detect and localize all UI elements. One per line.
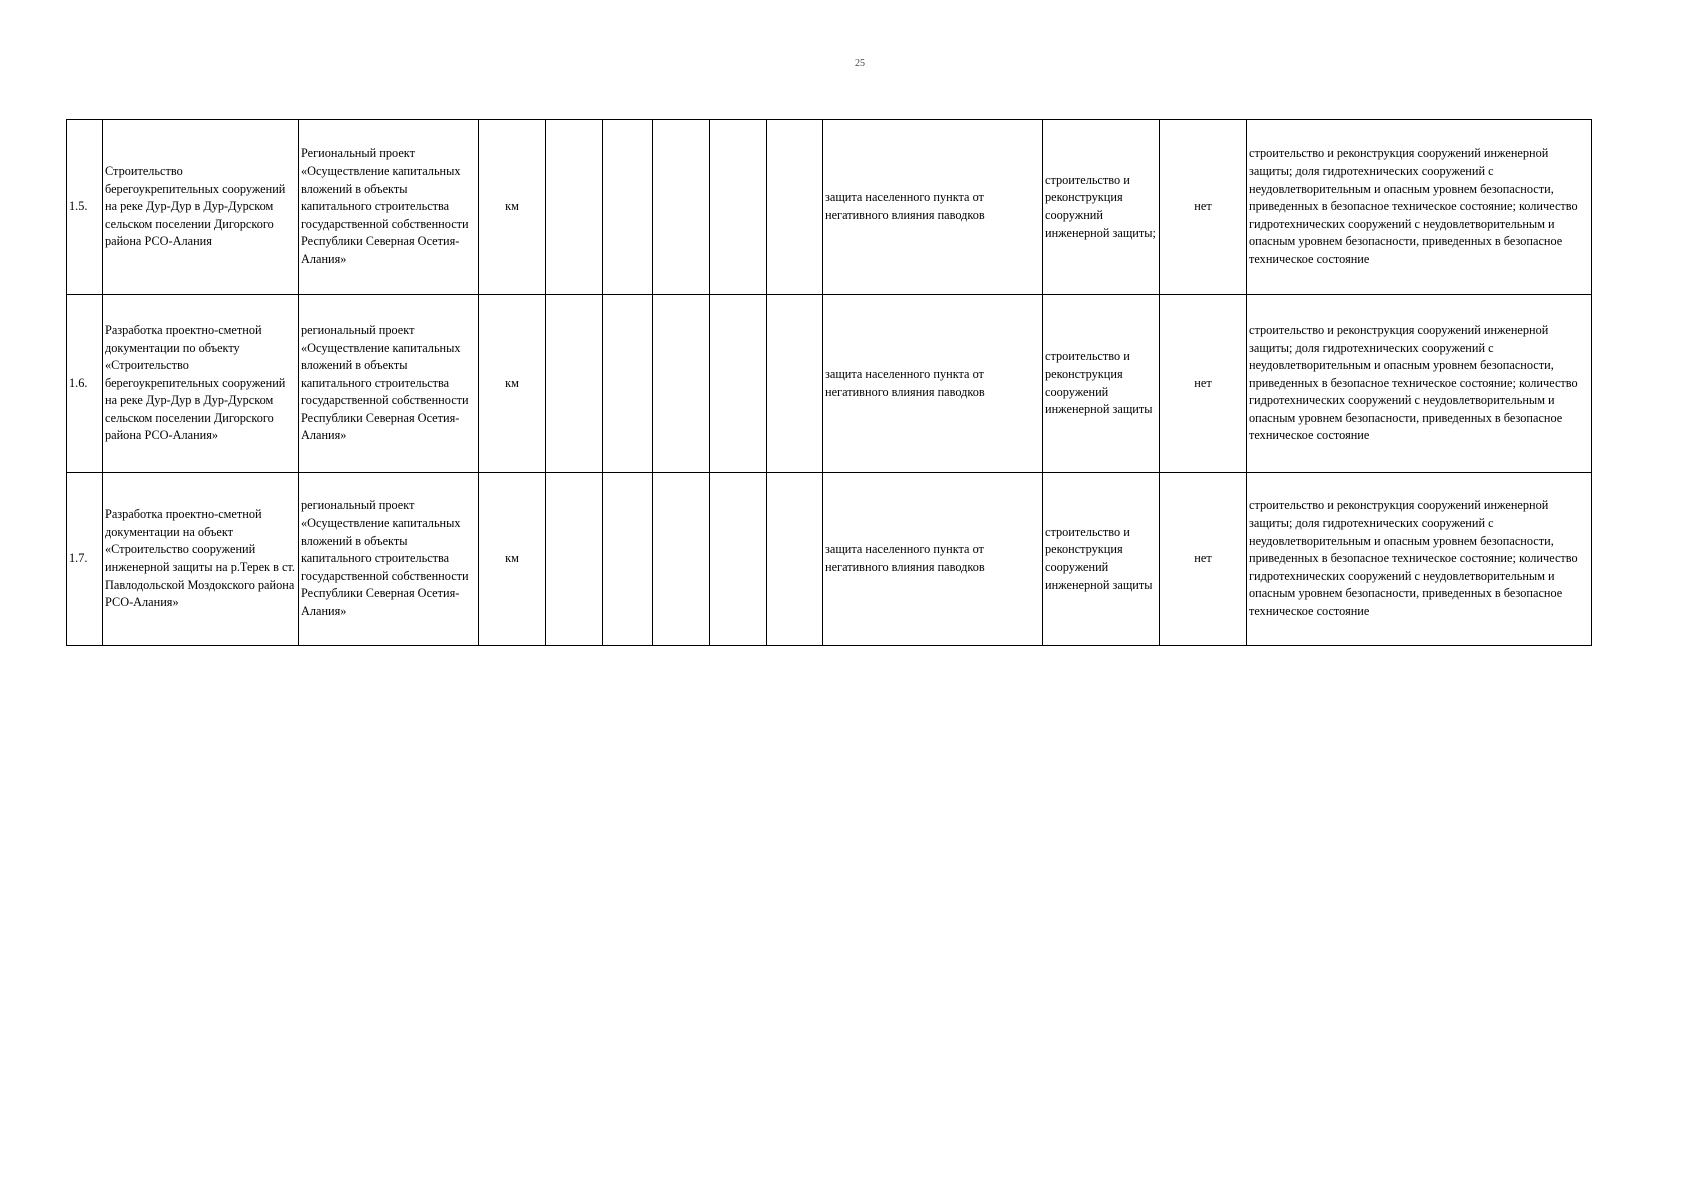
empty-cell [653,473,710,646]
empty-cell [767,120,823,295]
flag-value: нет [1160,120,1247,295]
goal-text: защита населенного пункта от негативного влияния паводков [823,295,1043,473]
unit-of-measure: км [479,120,546,295]
regional-project: Региональный проект «Осуществление капитальных вложений в объекты капитального строительства государственной собственности Республики Северная Осетия-Алания» [299,120,479,295]
empty-cell [546,473,603,646]
work-type: строительство и реконструкция сооружений инженерной защиты [1043,473,1160,646]
table-row [67,120,1592,295]
measures-table [66,119,1592,646]
empty-cell [767,295,823,473]
regional-project: региональный проект «Осуществление капитальных вложений в объекты капитального строительства государственной собственности Республики Северная Осетия-Алания» [299,473,479,646]
indicator-text: строительство и реконструкция сооружений инженерной защиты; доля гидротехнических сооружений с неудовлетворительным и опасным уровнем безопасности, приведенных в безопасное техническое состояние; количество гидротехнических сооружений с неудовлетворительным и опасным уровнем безопасности, приведенных в безопасное техническое состояние [1247,473,1592,646]
flag-value: нет [1160,473,1247,646]
flag-value: нет [1160,295,1247,473]
empty-cell [710,295,767,473]
empty-cell [603,473,653,646]
empty-cell [710,120,767,295]
page-number: 25 [855,58,865,69]
goal-text: защита населенного пункта от негативного влияния паводков [823,120,1043,295]
empty-cell [546,295,603,473]
work-type: строительство и реконструкция сооружений инженерной защиты [1043,295,1160,473]
table-row [67,473,1592,646]
unit-of-measure: км [479,473,546,646]
regional-project: региональный проект «Осуществление капитальных вложений в объекты капитального строительства государственной собственности Республики Северная Осетия-Алания» [299,295,479,473]
empty-cell [710,473,767,646]
empty-cell [546,120,603,295]
empty-cell [603,295,653,473]
measure-name: Строительство берегоукрепительных сооружений на реке Дур-Дур в Дур-Дурском сельском поселении Дигорского района РСО-Алания [103,120,299,295]
indicator-text: строительство и реконструкция сооружений инженерной защиты; доля гидротехнических сооружений с неудовлетворительным и опасным уровнем безопасности, приведенных в безопасное техническое состояние; количество гидротехнических сооружений с неудовлетворительным и опасным уровнем безопасности, приведенных в безопасное техническое состояние [1247,295,1592,473]
row-number: 1.7. [67,473,103,646]
unit-of-measure: км [479,295,546,473]
indicator-text: строительство и реконструкция сооружений инженерной защиты; доля гидротехнических сооружений с неудовлетворительным и опасным уровнем безопасности, приведенных в безопасное техническое состояние; количество гидротехнических сооружений с неудовлетворительным и опасным уровнем безопасности, приведенных в безопасное техническое состояние [1247,120,1592,295]
work-type: строительство и реконструкция сооружний инженерной защиты; [1043,120,1160,295]
table-row [67,295,1592,473]
empty-cell [653,120,710,295]
measure-name: Разработка проектно-сметной документации на объект «Строительство сооружений инженерной защиты на р.Терек в ст. Павлодольской Моздокского района РСО-Алания» [103,473,299,646]
row-number: 1.5. [67,120,103,295]
empty-cell [603,120,653,295]
empty-cell [767,473,823,646]
goal-text: защита населенного пункта от негативного влияния паводков [823,473,1043,646]
row-number: 1.6. [67,295,103,473]
measure-name: Разработка проектно-сметной документации по объекту «Строительство берегоукрепительных сооружений на реке Дур-Дур в Дур-Дурском сельском поселении Дигорского района РСО-Алания» [103,295,299,473]
empty-cell [653,295,710,473]
